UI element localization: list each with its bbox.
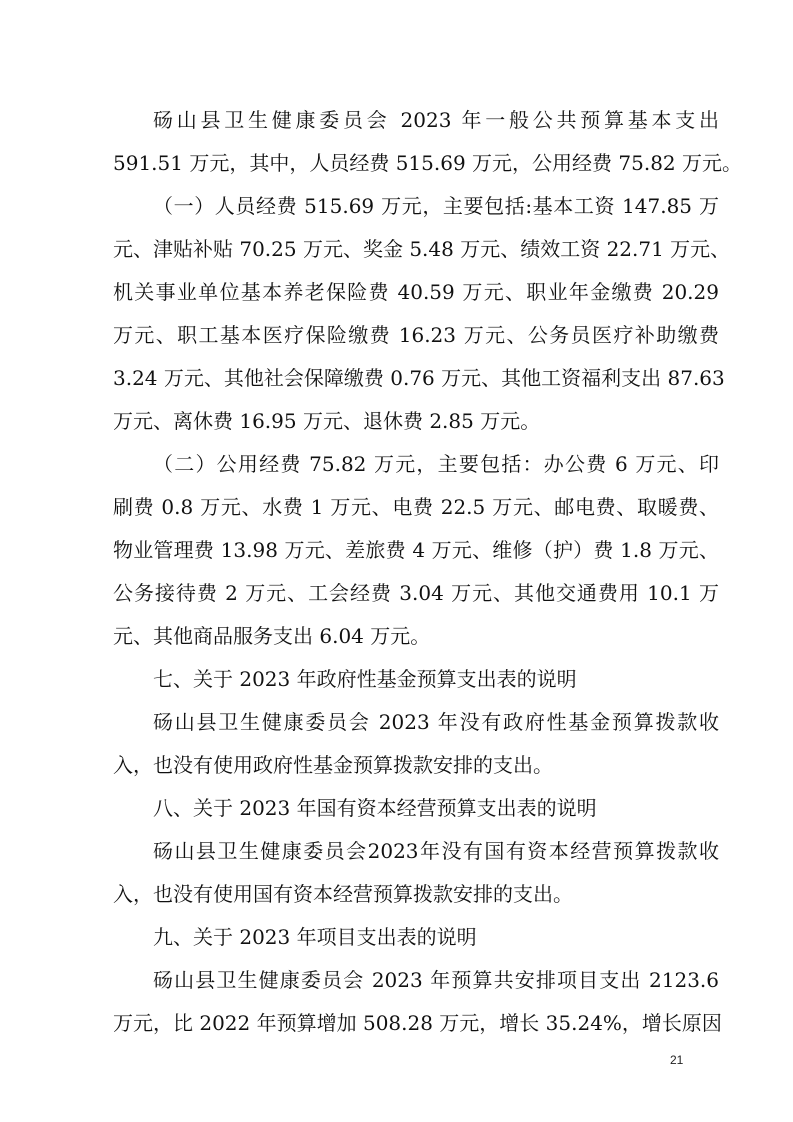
text-line: 元、津贴补贴 70.25 万元、奖金 5.48 万元、绩效工资 22.71 万元、 [113,237,731,261]
text-line: 砀山县卫生健康委员会 2023 年没有政府性基金预算拨款收 [153,710,719,734]
paragraph [113,830,719,916]
text-line: 八、关于 2023 年国有资本经营预算支出表的说明 [153,796,597,820]
text-line: （一）人员经费 515.69 万元，主要包括:基本工资 147.85 万 [153,194,719,218]
text-line: 万元、离休费 16.95 万元、退休费 2.85 万元。 [113,409,541,433]
paragraph [113,185,731,443]
page-number: 21 [670,1053,684,1067]
text-line: 七、关于 2023 年政府性基金预算支出表的说明 [153,667,577,691]
text-line: 元、其他商品服务支出 6.04 万元。 [113,624,431,648]
document-body [113,99,743,1045]
text-line: 砀山县卫生健康委员会 2023 年预算共安排项目支出 2123.6 [153,968,719,992]
text-line: 入，也没有使用国有资本经营预算拨款安排的支出。 [113,882,573,906]
paragraph [113,443,719,658]
paragraph [113,916,719,959]
paragraph [113,787,719,830]
paragraph [113,959,722,1045]
text-line: 万元、职工基本医疗保险缴费 16.23 万元、公务员医疗补助缴费 [113,323,719,347]
paragraph [113,701,719,787]
text-line: 公务接待费 2 万元、工会经费 3.04 万元、其他交通费用 10.1 万 [113,581,719,605]
text-line: 物业管理费 13.98 万元、差旅费 4 万元、维修（护）费 1.8 万元、 [113,538,719,562]
text-line: 入，也没有使用政府性基金预算拨款安排的支出。 [113,753,553,777]
paragraph [113,99,743,185]
text-line: 万元，比 2022 年预算增加 508.28 万元，增长 35.24%，增长原因 [113,1011,722,1035]
text-line: 机关事业单位基本养老保险费 40.59 万元、职业年金缴费 20.29 [113,280,719,304]
text-line: （二）公用经费 75.82 万元，主要包括：办公费 6 万元、印 [153,452,719,476]
paragraph [113,658,719,701]
text-line: 刷费 0.8 万元、水费 1 万元、电费 22.5 万元、邮电费、取暖费、 [113,495,719,519]
text-line: 砀山县卫生健康委员会 2023 年一般公共预算基本支出 [153,108,719,132]
text-line: 砀山县卫生健康委员会2023年没有国有资本经营预算拨款收 [153,839,719,863]
text-line: 3.24 万元、其他社会保障缴费 0.76 万元、其他工资福利支出 87.63 [113,366,725,390]
text-line: 591.51 万元，其中，人员经费 515.69 万元，公用经费 75.82 万元。 [113,151,743,175]
text-line: 九、关于 2023 年项目支出表的说明 [153,925,477,949]
